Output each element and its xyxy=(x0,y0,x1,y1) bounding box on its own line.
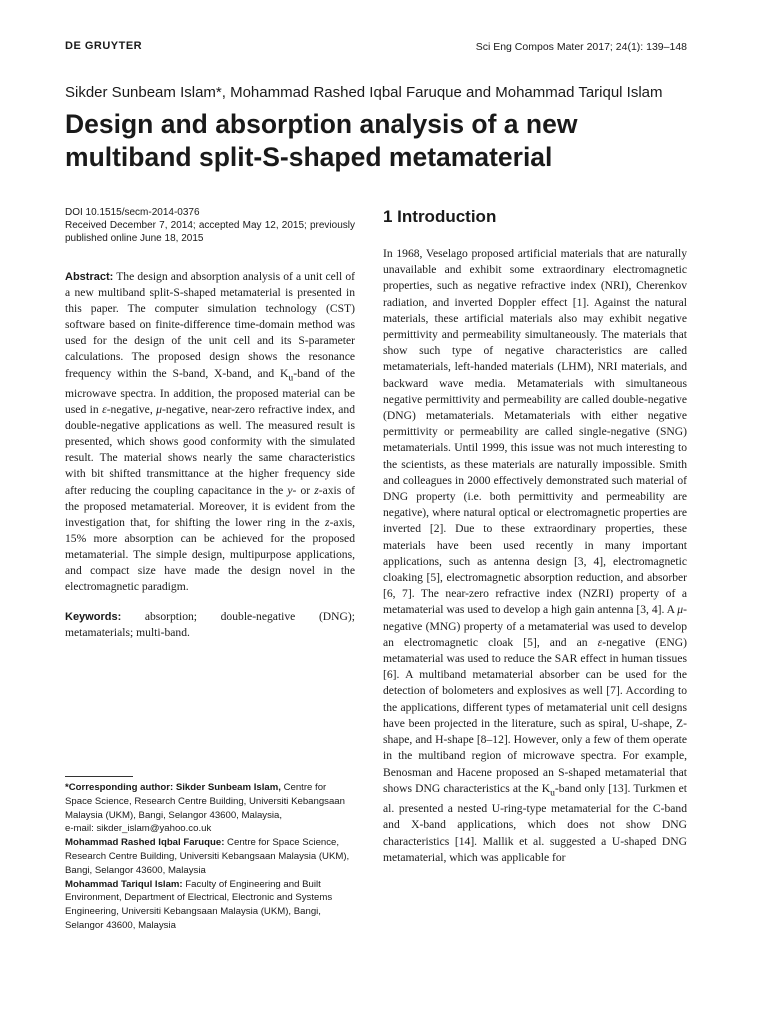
introduction-text: In 1968, Veselago proposed artificial materials that are naturally unavailable and exhibit some extraordinary electromagnetic properties, such as negative refractive index (NRI), Cherenkov radiation, and inverted Doppler effect [1]. Against the natural materials, these artificial materials also may exhibit negative permittivity and permeability simultaneously. The materials that show such type of negative characteristics are called metamaterials, left-handed materials (LHM), NRI materials, and backward wave media. Metamaterials with simultaneous negative permittivity and permeability are called double-negative (DNG) metamaterials. Metamaterials with either negative permittivity or permeability are called single-negative (SNG) metamaterials. Until 1999, this issue was not much interesting to the scientists, as these materials are naturally impossible. Smith and colleagues in 2000 effectively demonstrated such material of DNG property (i.e. both permittivity and permeability are negative), where natural optical or electromagnetic properties are inverted [2]. Due to these extraordinary properties, these materials have been used recently in many important applications, such as antenna design [3, 4], electromagnetic cloaking [5], electromagnetic absorption reduction, and absorber [6, 7]. The near-zero refractive index (NZRI) property of a metamaterial was used to develop a high gain antenna [3, 4]. A μ-negative (MNG) property of a metamaterial was used to develop an electromagnetic cloak [5], and an ε-negative (ENG) metamaterial was used to reduce the SAR effect in human tissues [6]. A multiband metamaterial absorber can be used for the detection of bolometers and explosives as well [7]. According to the applications, different types of metamaterial unit cell designs have been projected in the literature, such as spiral, U-shape, Z-shape, and H-shape [8–12]. However, only a few of them operate in the multiband region of microwave spectra. For example, Benosman and Hacene proposed an S-shaped metamaterial that shows DNG characteristics at the $K_u$-band only [13]. Turkmen et al. presented a nested U-ring-type metamaterial for the C-band and X-band applications, which does not show DNG characteristics [14]. Mallik et al. suggested a U-shaped DNG metamaterial, which was applicable for xyxy=(383,247,687,864)
corresponding-author-note: *Corresponding author: Sikder Sunbeam Islam, Centre for Space Science, Research Centre Building, Universiti Kebangsaan Malaysia (UKM), Bangi, Selangor 43600, Malaysia, xyxy=(65,782,345,821)
keywords-label: Keywords: xyxy=(65,611,122,624)
paper-title: Design and absorption analysis of a new multiband split-S-shaped metamaterial xyxy=(65,109,578,172)
keywords: Keywords: absorption; double-negative (DNG); metamaterials; multi-band. xyxy=(65,610,355,640)
article-meta xyxy=(65,206,355,245)
footnote-divider xyxy=(65,776,133,777)
email-address: e-mail: sikder_islam@yahoo.co.uk xyxy=(65,823,212,835)
journal-reference: Sci Eng Compos Mater 2017; 24(1): 139–148 xyxy=(475,41,687,53)
section-heading-introduction: 1 Introduction xyxy=(383,207,497,226)
left-column xyxy=(65,206,355,653)
publication-history: Received December 7, 2014; accepted May 12, 2015; previously published online June 18, 2015 xyxy=(65,220,355,244)
author-footnotes xyxy=(65,781,355,933)
doi: DOI 10.1515/secm-2014-0376 xyxy=(65,207,200,218)
right-column xyxy=(383,206,687,866)
abstract: Abstract: The design and absorption analysis of a unit cell of a new multiband split-S-shaped metamaterial is presented in this paper. The computer simulation technology (CST) software based on finite-difference time-domain method was used for the design of the unit cell and its S-parameter calculations. The proposed design shows the resonance frequency within the S-band, X-band, and $K_u$-band of the microwave spectra. In addition, the proposed material can be used in ε-negative, μ-negative, near-zero refractive index, and double-negative applications as well. The measured result is presented, which shows good conformity with the simulated result. The material shows nearly the same characteristics with bit shifted transmittance at the higher frequency side after reducing the coupling capacitance in the y- or z-axis of the proposed metamaterial. Moreover, it is evident from the investigation that, for shifting the lower ring in the z-axis, 15% more absorption can be achieved for the proposed metamaterial. The simple design, multipurpose applications, and compact size have made the design novel in the electromagnetic paradigm. xyxy=(65,270,355,594)
author-list: Sikder Sunbeam Islam*, Mohammad Rashed Iqbal Faruque and Mohammad Tariqul Islam xyxy=(65,84,663,101)
second-author-note: Mohammad Rashed Iqbal Faruque: Centre for Space Science, Research Centre Building, Universiti Kebangsaan Malaysia (UKM), Bangi, Selangor 43600, Malaysia xyxy=(65,837,350,876)
abstract-label: Abstract: xyxy=(65,271,114,283)
publisher-name: DE GRUYTER xyxy=(65,40,143,52)
third-author-note: Mohammad Tariqul Islam: Faculty of Engineering and Built Environment, Department of Electrical, Electronic and Systems Engineering, Universiti Kebangsaan Malaysia (UKM), Bangi, Selangor 43600, Malaysia xyxy=(65,878,333,931)
running-header xyxy=(65,40,687,58)
